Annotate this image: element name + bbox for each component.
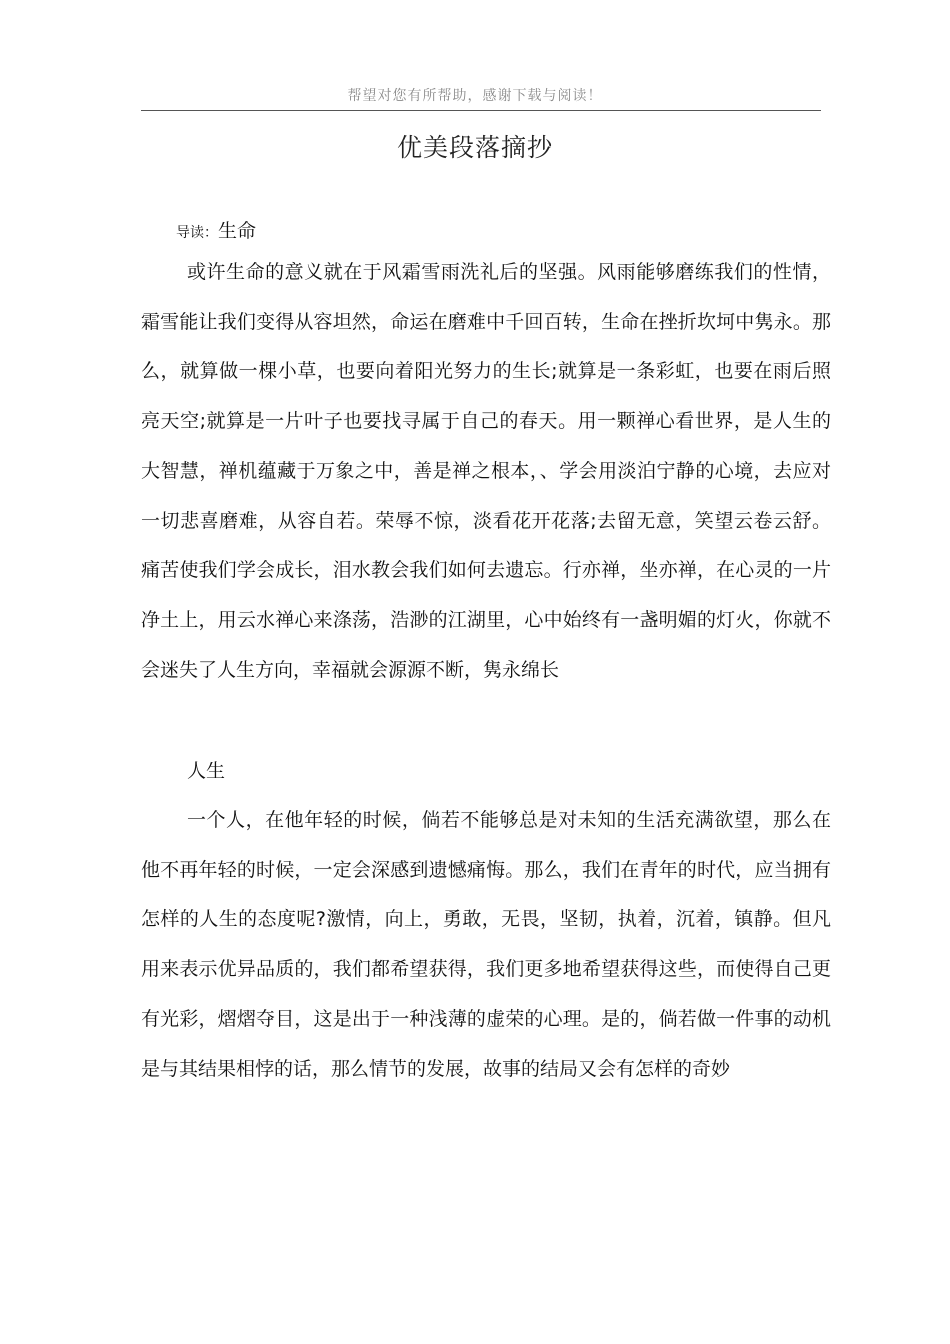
intro-label: 导读： (176, 225, 218, 241)
document-title: 优美段落摘抄 (396, 133, 553, 162)
paragraph-life: 或许生命的意义就在于风霜雪雨洗礼后的坚强。风雨能够磨练我们的性情，霜雪能让我们变得从容坦然，命运在磨难中千回百转，生命在挫折坎坷中隽永。那么，就算做一棵小草，也要向着阳光努力的生长;就算是一条彩虹，也要在雨后照亮天空;就算是一片叶子也要找寻属于自己的春天。用一颗禅心看世界，是人生的大智慧，禅机蕴藏于万象之中，善是禅之根本，、学会用淡泊宁静的心境，去应对一切悲喜磨难，从容自若。荣辱不惊，淡看花开花落;去留无意，笑望云卷云舒。痛苦使我们学会成长，泪水教会我们如何去遗忘。行亦禅，坐亦禅，在心灵的一片净土上，用云水禅心来涤荡，浩渺的江湖里，心中始终有一盏明媚的灯火，你就不会迷失了人生方向，幸福就会源源不断，隽永绵长 (141, 261, 831, 681)
intro-topic: 生命 (218, 220, 257, 242)
intro-line (176, 218, 256, 246)
section-heading-life-path: 人生 (187, 760, 226, 782)
header-note: 帮望对您有所帮助，感谢下载与阅读！ (347, 88, 603, 104)
header-divider (141, 110, 821, 111)
paragraph-life-path: 一个人，在他年轻的时候，倘若不能够总是对未知的生活充满欲望，那么在他不再年轻的时候，一定会深感到遗憾痛悔。那么，我们在青年的时代，应当拥有怎样的人生的态度呢?激情，向上，勇敢，无畏，坚韧，执着，沉着，镇静。但凡用来表示优异品质的，我们都希望获得，我们更多地希望获得这些，而使得自己更有光彩，熠熠夺目，这是出于一种浅薄的虚荣的心理。是的，倘若做一件事的动机是与其结果相悖的话，那么情节的发展，故事的结局又会有怎样的奇妙 (141, 809, 831, 1080)
